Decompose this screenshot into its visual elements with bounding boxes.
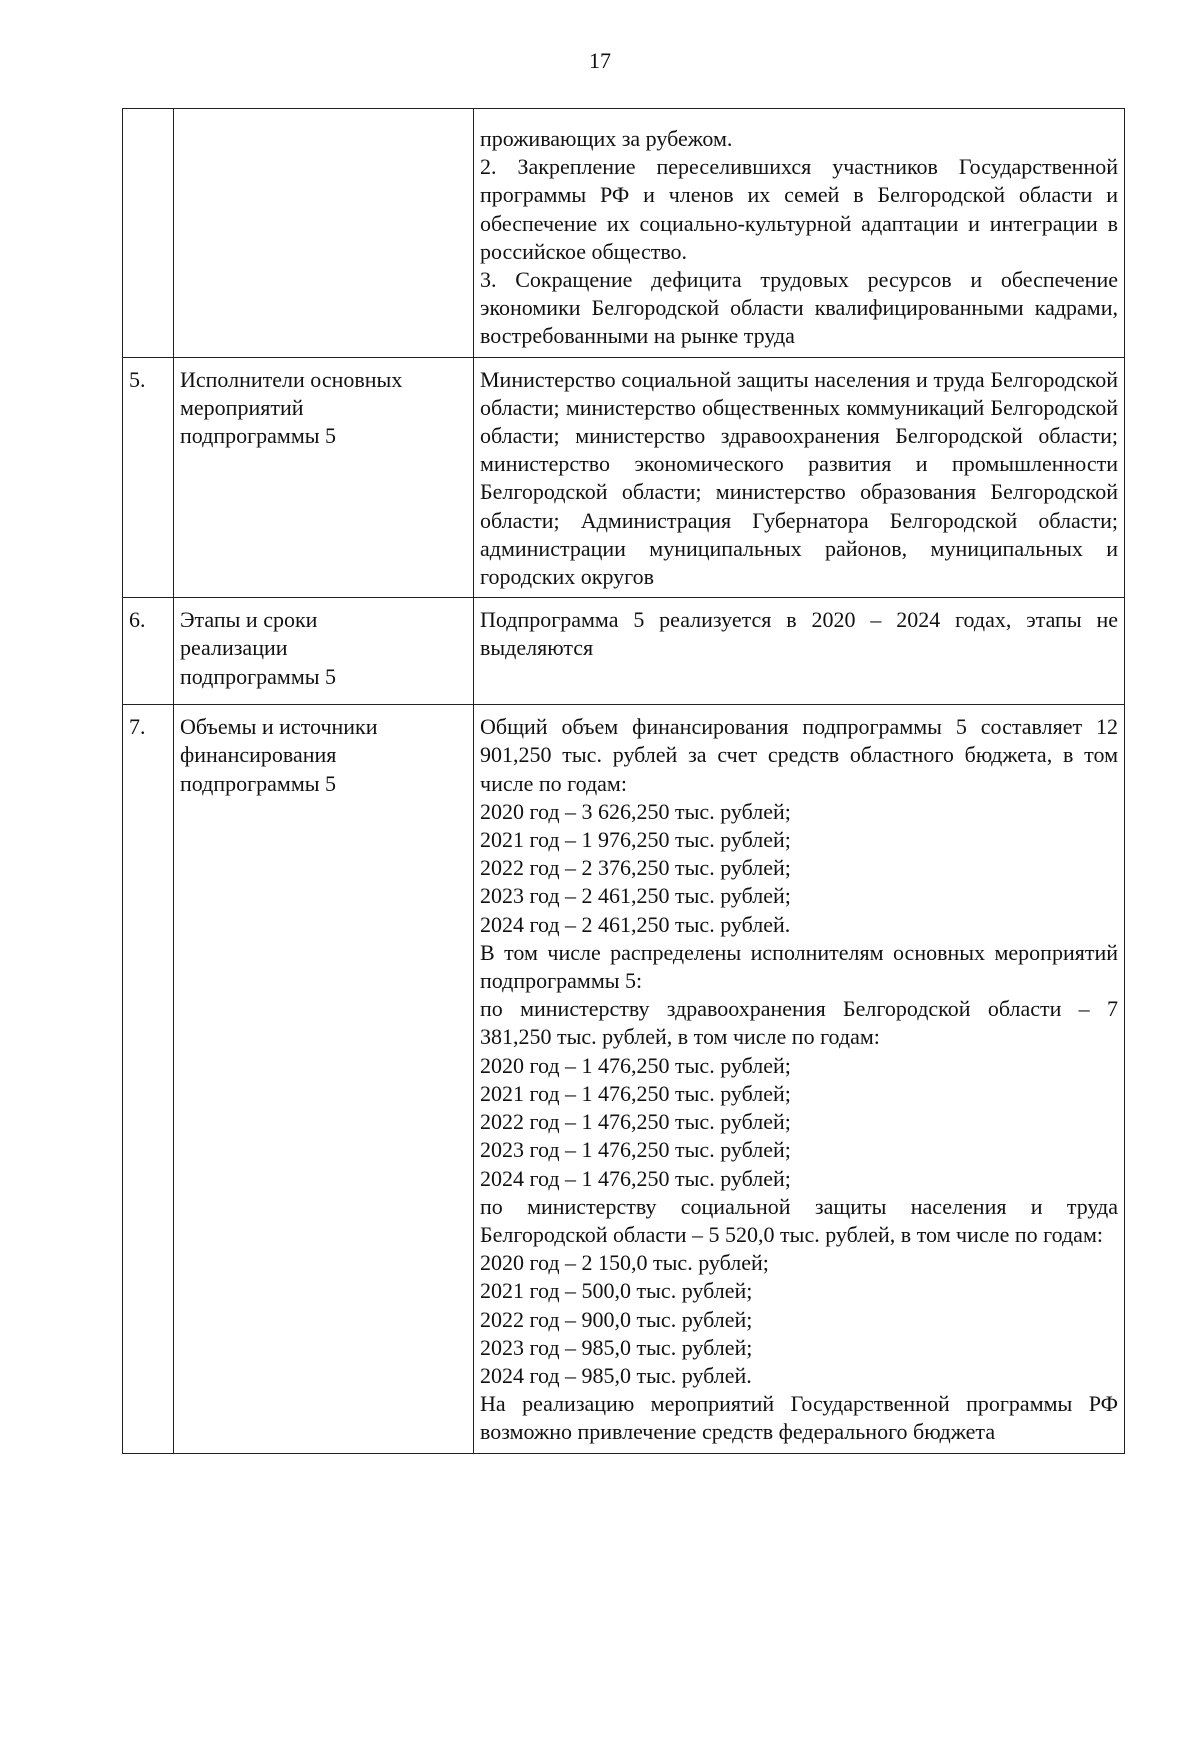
content-paragraph: В том числе распределены исполнителям основных мероприятий подпрограммы 5: xyxy=(480,939,1118,994)
content-paragraph: 2020 год – 2 150,0 тыс. рублей; xyxy=(480,1250,769,1276)
content-paragraph: 2021 год – 1 976,250 тыс. рублей; xyxy=(480,827,791,853)
content-paragraph: 2023 год – 985,0 тыс. рублей; xyxy=(480,1334,753,1360)
row-content-cell xyxy=(474,598,1125,705)
row-label-cell xyxy=(174,598,474,705)
content-paragraph: Министерство социальной защиты населения и труда Белгородской области; министерство общественных коммуникаций Белгородской области; министерство здравоохранения Белгородской области; министерство экономического развития и промышленности Белгородской области; министерство образования Белгородской области; Администрация Губернатора Белгородской области; администрации муниципальных районов, муниципальных и городских округов xyxy=(480,366,1118,590)
row-content-cell xyxy=(474,705,1125,1453)
content-paragraph: 2024 год – 985,0 тыс. рублей. xyxy=(480,1362,752,1388)
content-paragraph: 2022 год – 1 476,250 тыс. рублей; xyxy=(480,1109,791,1135)
label-line: реализации xyxy=(180,635,288,661)
table-row-executors xyxy=(123,357,1125,598)
table-row-financing xyxy=(123,705,1125,1453)
label-line: Исполнители основных xyxy=(180,366,403,392)
row-number-cell: 6. xyxy=(123,598,174,705)
table-row-continuation xyxy=(123,109,1125,358)
content-paragraph: 2020 год – 3 626,250 тыс. рублей; xyxy=(480,798,791,824)
row-content-cell xyxy=(474,109,1125,358)
label-line: финансирования xyxy=(180,742,337,768)
content-paragraph: Общий объем финансирования подпрограммы 5 составляет 12 901,250 тыс. рублей за счет средств областного бюджета, в том числе по годам: xyxy=(480,714,1118,796)
content-paragraph: На реализацию мероприятий Государственной программы РФ возможно привлечение средств федерального бюджета xyxy=(480,1391,1118,1445)
row-content-cell xyxy=(474,357,1125,598)
table-row-stages xyxy=(123,598,1125,705)
content-paragraph: 2021 год – 1 476,250 тыс. рублей; xyxy=(480,1080,791,1106)
label-line: мероприятий xyxy=(180,394,304,420)
subprogram-passport-table xyxy=(122,108,1125,1454)
content-paragraph: 2024 год – 1 476,250 тыс. рублей; xyxy=(480,1165,791,1191)
content-paragraph: 2020 год – 1 476,250 тыс. рублей; xyxy=(480,1052,791,1078)
label-line: подпрограммы 5 xyxy=(180,770,337,796)
label-line: Объемы и источники xyxy=(180,714,378,740)
content-paragraph: 2023 год – 2 461,250 тыс. рублей; xyxy=(480,883,791,909)
label-line: подпрограммы 5 xyxy=(180,423,337,449)
content-paragraph: 2024 год – 2 461,250 тыс. рублей. xyxy=(480,911,791,937)
content-paragraph: 2022 год – 2 376,250 тыс. рублей; xyxy=(480,855,791,881)
content-paragraph: Подпрограмма 5 реализуется в 2020 – 2024 годах, этапы не выделяются xyxy=(480,607,1118,661)
row-label-cell xyxy=(174,357,474,598)
row-number-cell: 7. xyxy=(123,705,174,1453)
content-paragraph: 2021 год – 500,0 тыс. рублей; xyxy=(480,1278,753,1304)
row-number-cell: 5. xyxy=(123,357,174,598)
content-paragraph: 2. Закрепление переселившихся участников Государственной программы РФ и членов их семей в Белгородской области и обеспечение их социально-культурной адаптации и интеграции в российское общество. xyxy=(480,154,1118,264)
row-label-cell xyxy=(174,705,474,1453)
row-number-cell xyxy=(123,109,174,358)
row-label-cell xyxy=(174,109,474,358)
page-number: 17 xyxy=(589,48,611,73)
label-line: подпрограммы 5 xyxy=(180,663,337,689)
content-paragraph: проживающих за рубежом. xyxy=(480,126,733,151)
content-paragraph: 2023 год – 1 476,250 тыс. рублей; xyxy=(480,1137,791,1163)
content-paragraph: 2022 год – 900,0 тыс. рублей; xyxy=(480,1306,753,1332)
content-paragraph: 3. Сокращение дефицита трудовых ресурсов и обеспечение экономики Белгородской области квалифицированными кадрами, востребованными на рынке труда xyxy=(480,267,1118,349)
label-line: Этапы и сроки xyxy=(180,607,318,633)
content-paragraph: по министерству социальной защиты населения и труда Белгородской области – 5 520,0 тыс. рублей, в том числе по годам: xyxy=(480,1193,1118,1247)
content-paragraph: по министерству здравоохранения Белгородской области – 7 381,250 тыс. рублей, в том числе по годам: xyxy=(480,996,1118,1050)
